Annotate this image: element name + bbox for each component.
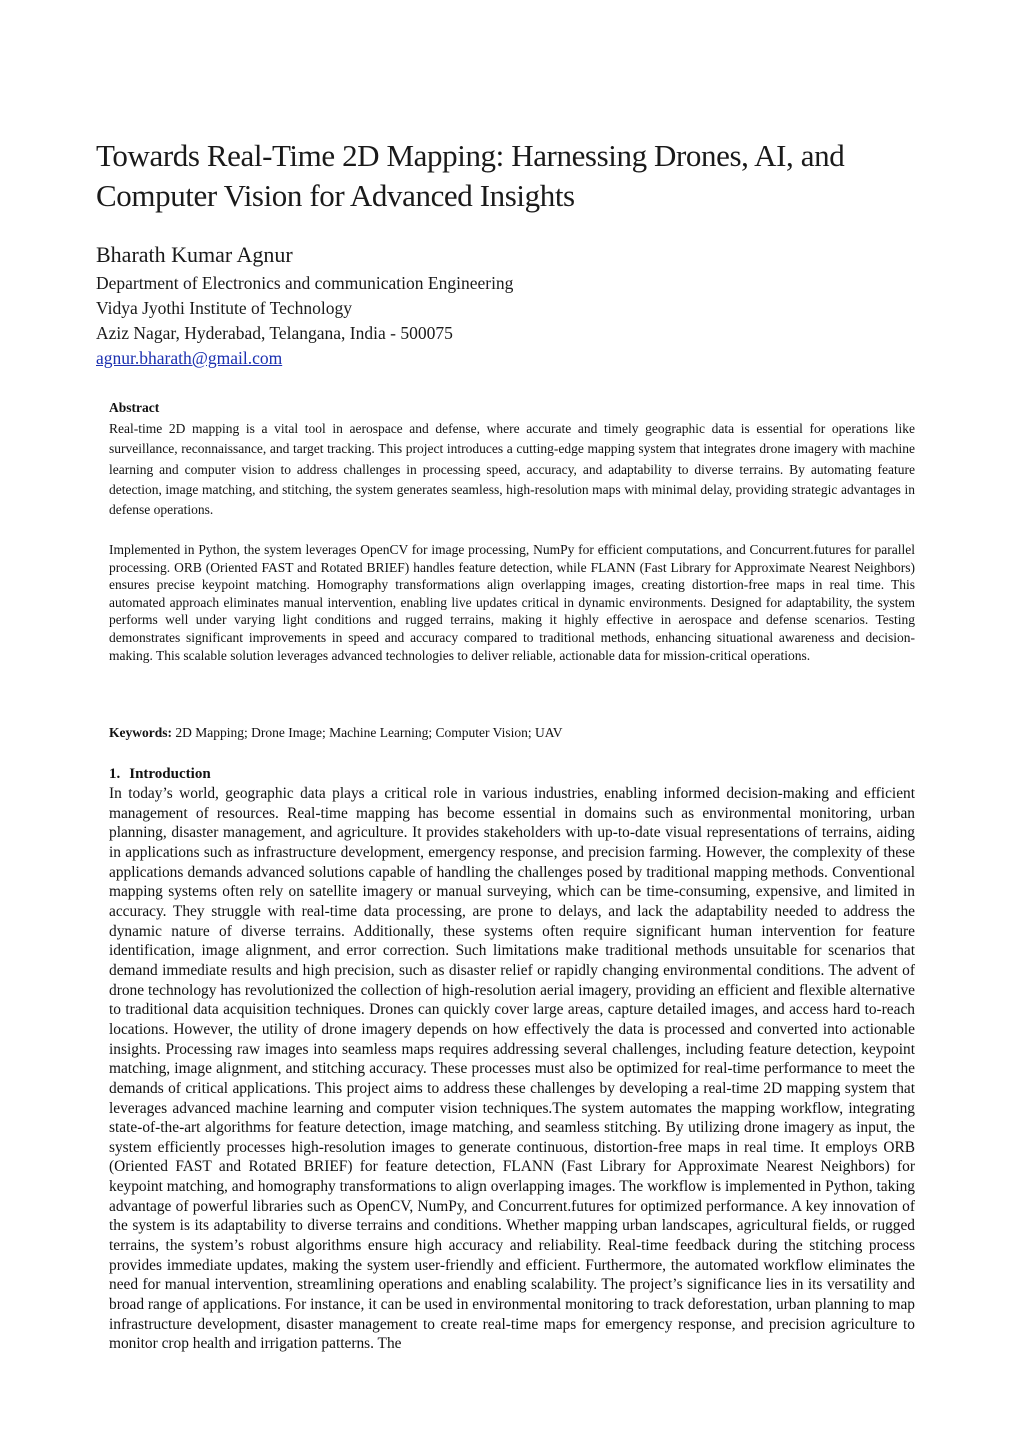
author-email-link[interactable]: agnur.bharath@gmail.com	[96, 348, 283, 368]
author-email-container	[96, 347, 282, 369]
section-heading-introduction	[109, 765, 211, 784]
abstract-paragraph-2: Implemented in Python, the system leverages OpenCV for image processing, NumPy for efficient computations, and Concurrent.futures for parallel processing. ORB (Oriented FAST and Rotated BRIEF) handles feature detection, while FLANN (Fast Library for Approximate Nearest Neighbors) ensures precise keypoint matching. Homography transformations align overlapping images, creating distortion-free maps in real time. This automated approach eliminates manual intervention, enabling live updates critical in dynamic environments. Designed for adaptability, the system performs well under varying light conditions and rugged terrains, making it highly effective in aerospace and defense scenarios. Testing demonstrates significant improvements in speed and accuracy compared to traditional methods, enhancing situational awareness and decision-making. This scalable solution leverages advanced technologies to deliver reliable, actionable data for mission-critical operations.	[109, 542, 915, 663]
keywords-label: Keywords:	[109, 725, 172, 740]
abstract-paragraph-1: Real-time 2D mapping is a vital tool in aerospace and defense, where accurate and timely geographic data is essential for operations like surveillance, reconnaissance, and target tracking. This project introduces a cutting-edge mapping system that integrates drone imagery with machine learning and computer vision to address challenges in processing speed, accuracy, and adaptability to diverse terrains. By automating feature detection, image matching, and stitching, the system generates seamless, high-resolution maps with minimal delay, providing strategic advantages in defense operations.	[109, 421, 915, 518]
keywords-line	[109, 724, 915, 742]
abstract-heading: Abstract	[109, 400, 160, 415]
affiliation-address: Aziz Nagar, Hyderabad, Telangana, India - 500075	[96, 323, 453, 343]
affiliation-institute: Vidya Jyothi Institute of Technology	[96, 298, 352, 318]
paper-title: Towards Real-Time 2D Mapping: Harnessing Drones, AI, and Computer Vision for Advanced Insights	[96, 138, 845, 213]
section-title: Introduction	[129, 766, 211, 782]
keywords-text: 2D Mapping; Drone Image; Machine Learning; Computer Vision; UAV	[175, 725, 563, 740]
section-number: 1.	[109, 766, 121, 782]
introduction-body: In today’s world, geographic data plays a critical role in various industries, enabling informed decision-making and efficient management of resources. Real-time mapping has become essential in domains such as environmental monitoring, urban planning, disaster management, and agriculture. It provides stakeholders with up-to-date visual representations of terrains, aiding in applications such as infrastructure development, emergency response, and precision farming. However, the complexity of these applications demands advanced solutions capable of handling the challenges posed by traditional mapping methods. Conventional mapping systems often rely on satellite imagery or manual surveying, which can be time-consuming, expensive, and limited in accuracy. They struggle with real-time data processing, are prone to delays, and lack the adaptability needed to address the dynamic nature of diverse terrains. Additionally, these systems often require significant human intervention for feature identification, image alignment, and error correction. Such limitations make traditional methods unsuitable for scenarios that demand immediate results and high precision, such as disaster relief or rapidly changing environmental conditions. The advent of drone technology has revolutionized the collection of high-resolution aerial imagery, providing an efficient and flexible alternative to traditional data acquisition techniques. Drones can quickly cover large areas, capture detailed images, and access hard to-reach locations. However, the utility of drone imagery depends on how effectively the data is processed and converted into actionable insights. Processing raw images into seamless maps requires addressing several challenges, including feature detection, keypoint matching, image alignment, and stitching accuracy. These processes must also be optimized for real-time performance to meet the demands of critical applications. This project aims to address these challenges by developing a real-time 2D mapping system that leverages advanced machine learning and computer vision techniques.The system automates the mapping workflow, integrating state-of-the-art algorithms for feature detection, image matching, and seamless stitching. By utilizing drone imagery as input, the system efficiently processes high-resolution images to generate continuous, distortion-free maps in real time. It employs ORB (Oriented FAST and Rotated BRIEF) for feature detection, FLANN (Fast Library for Approximate Nearest Neighbors) for keypoint matching, and homography transformations to align overlapping images. The workflow is implemented in Python, taking advantage of powerful libraries such as OpenCV, NumPy, and Concurrent.futures for optimized performance. A key innovation of the system is its adaptability to diverse terrains and conditions. Whether mapping urban landscapes, agricultural fields, or rugged terrains, the system’s robust algorithms ensure high accuracy and reliability. Real-time feedback during the stitching process provides immediate updates, making the system user-friendly and efficient. Furthermore, the automated workflow eliminates the need for manual intervention, streamlining operations and enabling scalability. The project’s significance lies in its versatility and broad range of applications. For instance, it can be used in environmental monitoring to track deforestation, urban planning to map infrastructure development, disaster management to create real-time maps for emergency response, and precision agriculture to monitor crop health and irrigation patterns. The	[109, 785, 915, 1353]
affiliation-department: Department of Electronics and communication Engineering	[96, 273, 514, 293]
author-name: Bharath Kumar Agnur	[96, 242, 293, 267]
